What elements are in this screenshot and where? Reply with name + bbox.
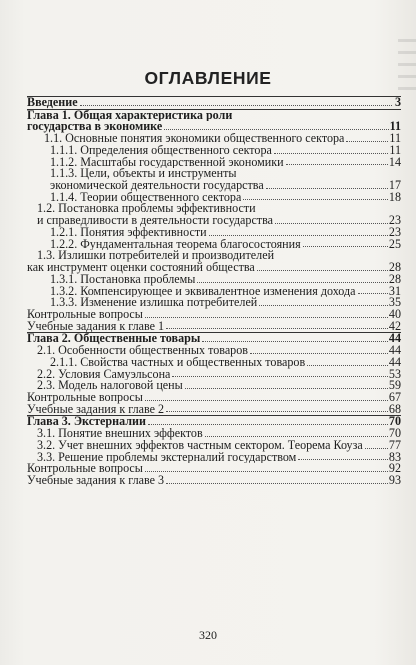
toc-entry-title: Контрольные вопросы (27, 463, 143, 475)
leader-dots (145, 317, 388, 318)
toc-entry-title: 1.3.3. Изменение излишка потребителей (50, 297, 258, 309)
leader-dots (205, 436, 388, 437)
toc-entry[interactable] (27, 318, 401, 333)
toc-entry[interactable] (27, 250, 401, 262)
toc-entry-title: 1.1.1. Определения общественного сектора (50, 144, 272, 157)
leader-dots (259, 305, 388, 306)
leader-dots (250, 353, 388, 354)
toc-entry-page: 70 (388, 426, 401, 441)
leader-dots (148, 424, 388, 425)
toc-entry[interactable] (27, 142, 401, 157)
toc-entry[interactable] (27, 271, 401, 286)
toc-entry[interactable] (27, 389, 401, 404)
toc-entry[interactable] (27, 180, 401, 192)
toc-entry-title: Глава 1. Общая характеристика роли (27, 109, 233, 122)
toc-entry[interactable] (27, 97, 401, 109)
leader-dots (303, 246, 388, 247)
leader-dots (266, 188, 388, 189)
table-of-contents (27, 96, 401, 487)
toc-entry-title: 1.3.1. Постановка проблемы (50, 273, 196, 286)
leader-dots (166, 411, 388, 412)
toc-entry[interactable] (27, 416, 401, 428)
leader-dots (243, 199, 388, 200)
toc-entry-page: 44 (388, 354, 401, 369)
toc-entry-page: 68 (388, 401, 401, 416)
leader-dots (185, 388, 388, 389)
toc-entry-page: 77 (388, 437, 401, 452)
toc-entry-title: Контрольные вопросы (27, 391, 143, 404)
toc-entry[interactable] (27, 475, 401, 487)
toc-entry-title: как инструмент оценки состояний общества (27, 262, 255, 274)
toc-entry-title: 1.1.2. Масштабы государственной экономики (50, 156, 284, 169)
leader-dots (145, 471, 388, 472)
toc-entry[interactable] (27, 203, 401, 215)
leader-dots (298, 459, 388, 460)
toc-entry[interactable] (27, 306, 401, 321)
toc-entry-title: 1.2. Постановка проблемы эффективности (37, 203, 256, 216)
toc-entry[interactable] (27, 333, 401, 345)
leader-dots (346, 141, 388, 142)
toc-entry-title: Введение (27, 97, 78, 109)
toc-entry[interactable] (27, 401, 401, 416)
toc-entry[interactable] (27, 428, 401, 440)
toc-entry-title: 3.3. Решение проблемы экстерналий государством (37, 451, 297, 464)
toc-entry-page: 17 (388, 178, 401, 193)
toc-entry-title: 1.1. Основные понятия экономики общественного сектора (44, 133, 345, 145)
leader-dots (307, 365, 388, 366)
toc-entry-title: 1.1.4. Теории общественного сектора (50, 191, 242, 204)
toc-entry-page: 42 (388, 318, 401, 333)
leader-dots (275, 223, 388, 224)
toc-entry-title: 2.3. Модель налоговой цены (37, 380, 183, 392)
leader-dots (197, 282, 388, 283)
toc-entry-title: экономической деятельности государства (50, 180, 264, 192)
toc-entry-page: 28 (388, 260, 401, 275)
toc-entry[interactable] (27, 283, 401, 298)
leader-dots (172, 376, 388, 377)
toc-entry-page: 67 (388, 389, 401, 404)
toc-entry-title: и справедливости в деятельности государства (37, 215, 274, 227)
leader-dots (164, 129, 388, 130)
toc-entry-page: 35 (388, 295, 401, 310)
toc-entry-title: Глава 2. Общественные товары (27, 333, 201, 346)
leader-dots (358, 293, 388, 294)
toc-entry-title: Глава 3. Экстерналии (27, 416, 146, 429)
toc-entry-title: 1.3.2. Компенсирующее и эквивалентное изменения дохода (50, 285, 356, 298)
toc-entry-page: 44 (388, 331, 401, 346)
toc-entry-page: 28 (388, 271, 401, 286)
toc-entry-title: 1.2.1. Понятия эффективности (50, 226, 207, 239)
toc-entry-page: 53 (388, 366, 401, 381)
toc-entry-title: государства в экономике (27, 121, 163, 134)
toc-entry-page: 31 (388, 283, 401, 298)
toc-entry-page: 14 (388, 154, 401, 169)
toc-entry[interactable] (27, 437, 401, 452)
toc-entry-page: 11 (389, 131, 401, 146)
toc-entry-page: 92 (388, 461, 401, 476)
toc-entry[interactable] (27, 154, 401, 169)
page-title: ОГЛАВЛЕНИЕ (144, 68, 272, 88)
toc-entry-page: 23 (388, 224, 401, 239)
leader-dots (209, 235, 388, 236)
leader-dots (166, 483, 388, 484)
leader-dots (80, 105, 392, 106)
leader-dots (286, 164, 388, 165)
toc-entry[interactable] (27, 224, 401, 239)
toc-entry-title: Учебные задания к главе 3 (27, 475, 165, 487)
toc-entry[interactable] (27, 168, 401, 180)
toc-entry-title: 2.2. Условия Самуэльсона (37, 368, 171, 381)
leader-dots (166, 328, 388, 329)
toc-entry[interactable] (27, 366, 401, 381)
toc-entry-title: 1.3. Излишки потребителей и производителей (37, 250, 275, 263)
toc-entry[interactable] (27, 345, 401, 357)
toc-entry[interactable] (27, 110, 401, 122)
leader-dots (257, 270, 388, 271)
page-number: 320 (199, 628, 217, 642)
toc-entry[interactable] (27, 354, 401, 369)
toc-entry-title: 2.1.1. Свойства частных и общественных товаров (50, 356, 306, 369)
leader-dots (274, 153, 388, 154)
toc-entry-title: Учебные задания к главе 1 (27, 320, 165, 333)
leader-dots (145, 400, 388, 401)
toc-entry-page: 18 (388, 189, 401, 204)
toc-entry-page: 25 (388, 236, 401, 251)
toc-entry[interactable] (27, 189, 401, 204)
leader-dots (365, 448, 388, 449)
toc-entry-page: 70 (388, 414, 401, 429)
toc-entry-page: 83 (388, 449, 401, 464)
toc-entry[interactable] (27, 380, 401, 392)
toc-entry-title: 2.1. Особенности общественных товаров (37, 345, 248, 357)
toc-entry-page: 59 (388, 378, 401, 393)
toc-entry[interactable] (27, 262, 401, 274)
toc-entry-page: 40 (388, 306, 401, 321)
toc-entry-title: 3.2. Учет внешних эффектов частным сектором. Теорема Коуза (37, 439, 363, 452)
leader-dots (202, 341, 388, 342)
toc-entry-page: 93 (388, 473, 401, 487)
toc-entry-title: Контрольные вопросы (27, 308, 143, 321)
toc-entry[interactable] (27, 449, 401, 464)
toc-entry[interactable] (27, 236, 401, 251)
toc-entry[interactable] (27, 133, 401, 145)
toc-entry-page: 11 (389, 142, 401, 157)
toc-entry[interactable] (27, 215, 401, 227)
toc-entry-title: 1.2.2. Фундаментальная теорема благосостояния (50, 238, 301, 251)
toc-entry-title: 1.1.3. Цели, объекты и инструменты (50, 168, 237, 181)
toc-entry-title: 3.1. Понятие внешних эффектов (37, 428, 203, 440)
toc-entry-page: 23 (388, 213, 401, 228)
toc-entry-page: 11 (389, 119, 401, 134)
toc-entry[interactable] (27, 463, 401, 475)
toc-entry-page: 44 (388, 343, 401, 358)
toc-entry-title: Учебные задания к главе 2 (27, 403, 165, 416)
toc-entry[interactable] (27, 297, 401, 309)
toc-entry-page: 3 (394, 95, 401, 109)
toc-entry[interactable] (27, 121, 401, 133)
